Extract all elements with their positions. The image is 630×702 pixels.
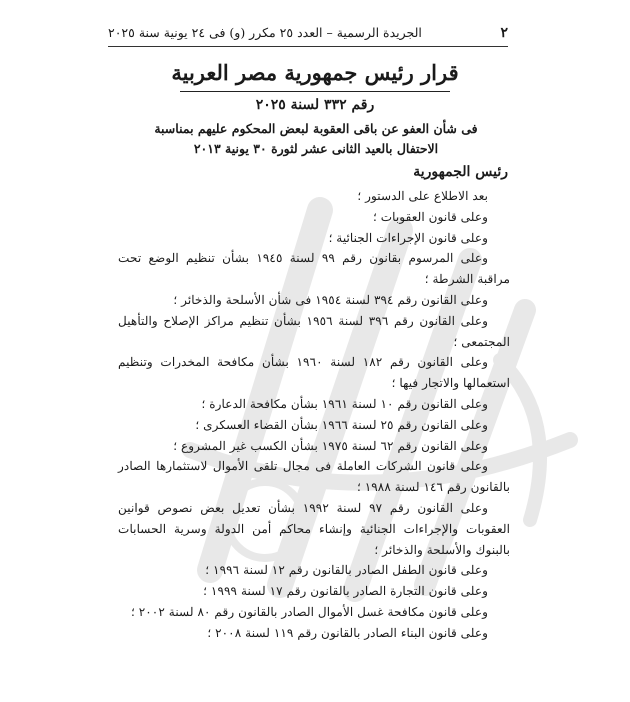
preamble-clause: وعلى القانون رقم ٣٩٦ لسنة ١٩٥٦ بشأن تنظيم مراكز الإصلاح والتأهيل المجتمعى ؛ [118, 313, 510, 349]
subject-line: الاحتفال بالعيد الثانى عشر لثورة ٣٠ يونية ٢٠١٣ [193, 141, 439, 156]
decree-title: قرار رئيس جمهورية مصر العربية [171, 60, 459, 85]
title-underline [180, 91, 450, 92]
preamble-clause: وعلى قانون مكافحة غسل الأموال الصادر بالقانون رقم ٨٠ لسنة ٢٠٠٢ ؛ [130, 604, 488, 619]
preamble-clause: وعلى القانون رقم ١٠ لسنة ١٩٦١ بشأن مكافحة الدعارة ؛ [201, 396, 488, 411]
president-heading: رئيس الجمهورية [413, 164, 508, 180]
preamble-clause: وعلى القانون رقم ٣٩٤ لسنة ١٩٥٤ فى شأن الأسلحة والذخائر ؛ [173, 292, 488, 307]
preamble-clause: وعلى قانون التجارة الصادر بالقانون رقم ١٧ لسنة ١٩٩٩ ؛ [203, 584, 488, 599]
preamble-clause: وعلى القانون رقم ١٨٢ لسنة ١٩٦٠ بشأن مكافحة المخدرات وتنظيم استعمالها والاتجار فيها ؛ [118, 355, 510, 391]
page-number: ٢ [500, 25, 508, 41]
preamble-clause: وعلى قانون العقوبات ؛ [372, 209, 488, 224]
preamble-clause: وعلى قانون الشركات العاملة فى مجال تلقى الأموال لاستثمارها الصادر بالقانون رقم ١٤٦ لسنة ١٩٨٨ ؛ [118, 459, 510, 495]
preamble-clause: وعلى قانون البناء الصادر بالقانون رقم ١١٩ لسنة ٢٠٠٨ ؛ [207, 625, 488, 640]
decree-number: رقم ٣٣٢ لسنة ٢٠٢٥ [255, 97, 375, 113]
preamble-clause: وعلى القانون رقم ٦٢ لسنة ١٩٧٥ بشأن الكسب غير المشروع ؛ [173, 438, 488, 453]
preamble [118, 186, 510, 644]
issue-header: الجريدة الرسمية – العدد ٢٥ مكرر (و) فى ٢٤ يونية سنة ٢٠٢٥ [108, 25, 422, 40]
preamble-clause: وعلى قانون الطفل الصادر بالقانون رقم ١٢ لسنة ١٩٩٦ ؛ [205, 563, 488, 578]
header-divider [108, 46, 508, 47]
subject-line: فى شأن العفو عن باقى العقوبة لبعض المحكوم عليهم بمناسبة [154, 121, 478, 136]
preamble-clause: وعلى قانون الإجراءات الجنائية ؛ [328, 230, 488, 245]
preamble-clause: وعلى المرسوم بقانون رقم ٩٩ لسنة ١٩٤٥ بشأن تنظيم الوضع تحت مراقبة الشرطة ؛ [118, 251, 510, 287]
running-header [108, 25, 508, 41]
decree-subject [130, 119, 502, 159]
preamble-clause: بعد الاطلاع على الدستور ؛ [357, 189, 488, 203]
preamble-clause: وعلى القانون رقم ٢٥ لسنة ١٩٦٦ بشأن القضاء العسكرى ؛ [195, 417, 488, 432]
preamble-clause: وعلى القانون رقم ٩٧ لسنة ١٩٩٢ بشأن تعديل بعض نصوص قوانين العقوبات والإجراءات الجنائية وإنشاء محاكم أمن الدولة وسرية الحسابات بالبنوك والأسلحة والذخائر ؛ [118, 500, 510, 557]
